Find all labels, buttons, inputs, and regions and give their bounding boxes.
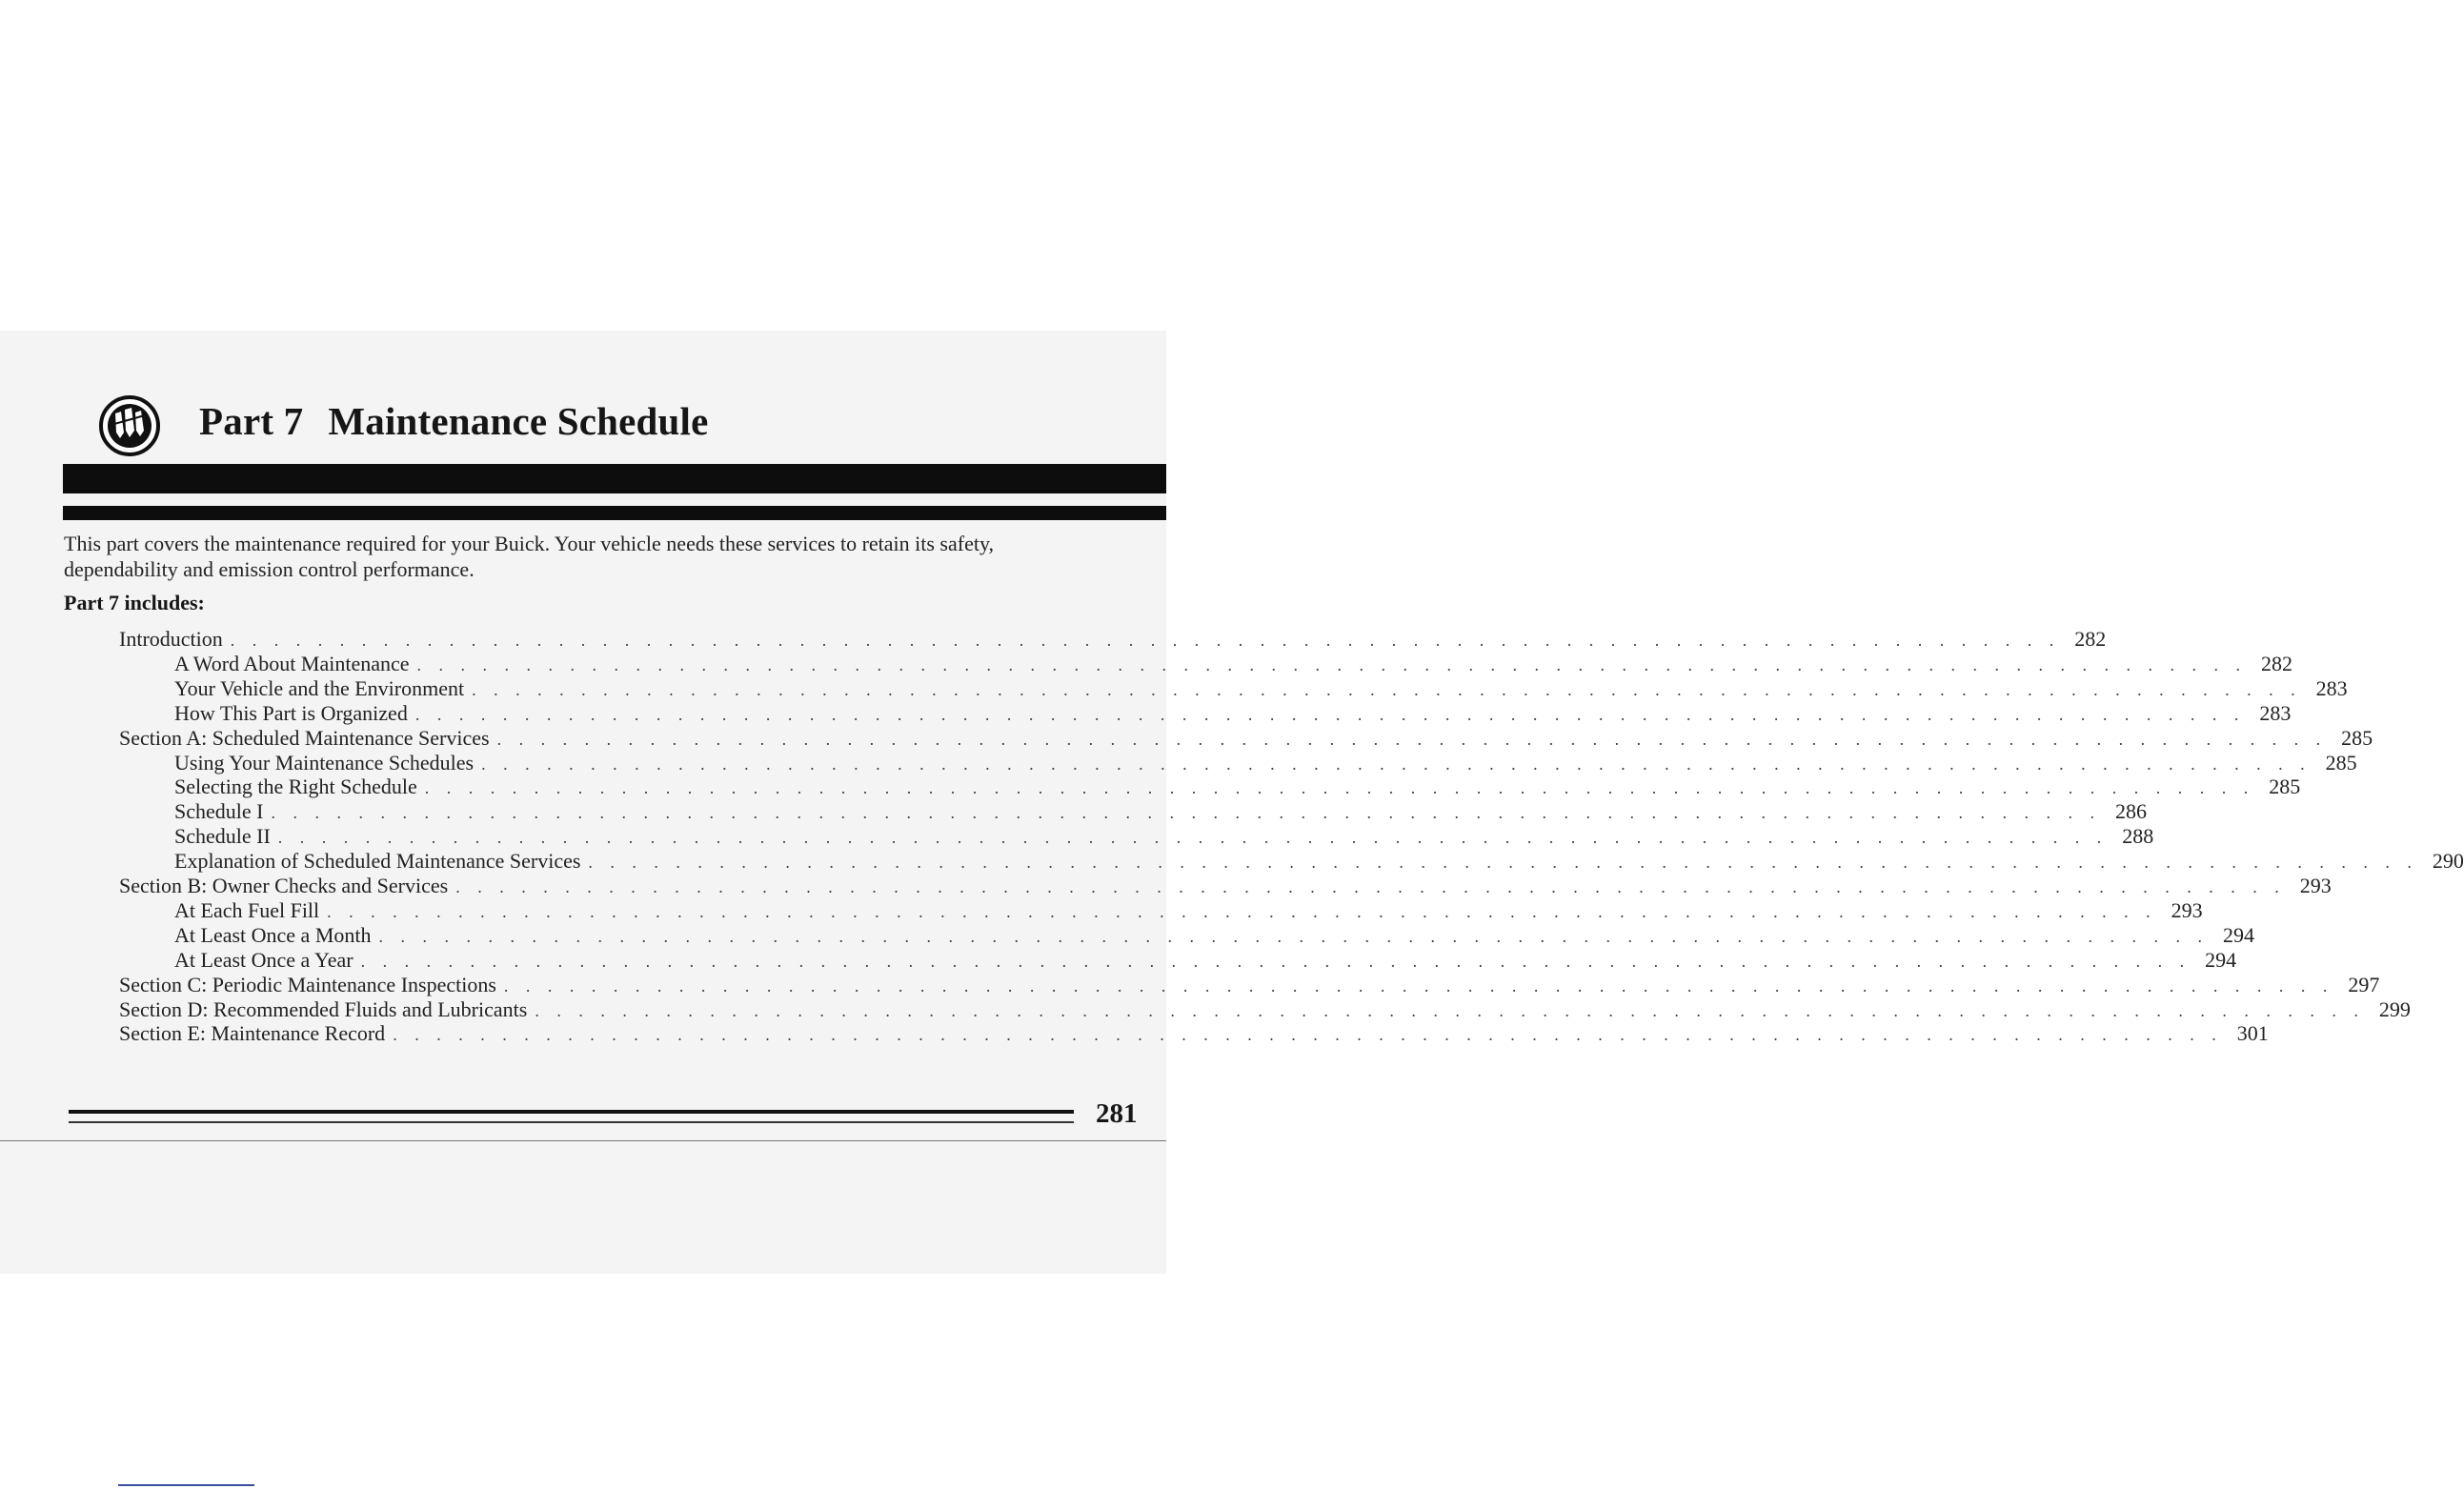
toc-leader-dots: . . . . . . . . . . . . . . . . . . . . . . . . . . . . . . . . . . . . . . . . . . . . . . . . . . . . . . . . . . . . . . . . . . . . . . . . . . . . . . . . . . . . xyxy=(481,754,2312,774)
page-title xyxy=(199,398,709,444)
toc-entry-page: 297 xyxy=(2348,972,2380,996)
toc-leader-dots: . . . . . . . . . . . . . . . . . . . . . . . . . . . . . . . . . . . . . . . . . . . . . . . . . . . . . . . . . . . . . . . . . . . . . . . . . . . . . . . . . . . . xyxy=(424,778,2255,798)
toc-entry xyxy=(119,1021,2269,1046)
toc-entry-page: 282 xyxy=(2074,627,2107,651)
header-bar-thin xyxy=(63,506,1166,520)
toc-entry xyxy=(174,750,2357,775)
toc-entry-label: At Least Once a Year xyxy=(174,947,353,972)
toc-entry-label: Selecting the Right Schedule xyxy=(174,775,417,799)
toc-entry-label: At Least Once a Month xyxy=(174,922,372,947)
toc-entry-label: Using Your Maintenance Schedules xyxy=(174,750,475,775)
toc-entry-label: A Word About Maintenance xyxy=(174,651,410,675)
toc-entry xyxy=(119,996,2411,1022)
toc-leader-dots: . . . . . . . . . . . . . . . . . . . . . . . . . . . . . . . . . . . . . . . . . . . . . . . . . . . . . . . . . . . . . . . . . . . . . . . . . . . . . . . . . . . . xyxy=(414,704,2246,724)
includes-heading: Part 7 includes: xyxy=(64,591,205,614)
toc-entry xyxy=(119,627,2107,652)
toc-leader-dots: . . . . . . . . . . . . . . . . . . . . . . . . . . . . . . . . . . . . . . . . . . . . . . . . . . . . . . . . . . . . . . . . . . . . . . . . . . . . . . . . . . . . xyxy=(378,926,2209,946)
toc-entry-label: Section D: Recommended Fluids and Lubricants xyxy=(119,996,528,1021)
toc-entry-page: 293 xyxy=(2171,897,2203,922)
toc-entry-page: 285 xyxy=(2341,725,2373,750)
toc-entry xyxy=(174,700,2292,726)
toc-entry-label: Section C: Periodic Maintenance Inspections xyxy=(119,972,496,996)
footer-rule-thin xyxy=(69,1121,1074,1123)
toc-leader-dots: . . . . . . . . . . . . . . . . . . . . . . . . . . . . . . . . . . . . . . . . . . . . . . . . . . . . . . . . . . . . . . . . . . . . . . . . . . . . . . . . . . . . xyxy=(360,951,2191,971)
toc-leader-dots: . . . . . . . . . . . . . . . . . . . . . . . . . . . . . . . . . . . . . . . . . . . . . . . . . . . . . . . . . . . . . . . . . . . . . . . . . . . . . . . . . . . . xyxy=(496,729,2328,749)
toc-entry xyxy=(174,799,2147,824)
toc-entry-label: Schedule I xyxy=(174,799,264,824)
header-bar xyxy=(63,464,1166,493)
bottom-mark xyxy=(118,1484,254,1486)
toc-leader-dots: . . . . . . . . . . . . . . . . . . . . . . . . . . . . . . . . . . . . . . . . . . . . . . . . . . . . . . . . . . . . . . . . . . . . . . . . . . . . . . . . . . . . xyxy=(393,1025,2223,1045)
toc-entry-page: 282 xyxy=(2261,651,2293,675)
part-label: Part 7 xyxy=(199,399,304,443)
title-text: Maintenance Schedule xyxy=(328,399,709,443)
toc-entry xyxy=(174,775,2301,799)
toc-leader-dots: . . . . . . . . . . . . . . . . . . . . . . . . . . . . . . . . . . . . . . . . . . . . . . . . . . . . . . . . . . . . . . . . . . . . . . . . . . . . . . . . . . . . xyxy=(503,976,2334,996)
toc-entry-label: How This Part is Organized xyxy=(174,700,408,725)
toc-entry xyxy=(174,947,2237,973)
toc-entry xyxy=(119,874,2332,898)
toc-entry-page: 285 xyxy=(2325,750,2357,775)
intro-paragraph: This part covers the maintenance required for your Buick. Your vehicle needs these services to retain its safety, dependability and emission control performance. xyxy=(64,532,995,581)
toc-entry-page: 293 xyxy=(2299,874,2332,897)
toc-leader-dots: . . . . . . . . . . . . . . . . . . . . . . . . . . . . . . . . . . . . . . . . . . . . . . . . . . . . . . . . . . . . . . . . . . . . . . . . . . . . . . . . . . . . xyxy=(230,631,2061,650)
toc-entry-label: Introduction xyxy=(119,627,223,651)
toc-entry-label: Section B: Owner Checks and Services xyxy=(119,874,449,897)
toc-entry-page: 299 xyxy=(2378,996,2411,1021)
toc-entry-page: 290 xyxy=(2432,849,2464,874)
toc-entry xyxy=(174,651,2293,676)
toc-entry-label: Explanation of Scheduled Maintenance Services xyxy=(174,849,581,874)
toc-entry xyxy=(174,897,2203,923)
toc-entry xyxy=(174,849,2464,874)
toc-entry-page: 301 xyxy=(2236,1021,2269,1046)
toc-entry-page: 294 xyxy=(2205,947,2237,972)
toc-entry-page: 283 xyxy=(2259,700,2292,725)
page-number: 281 xyxy=(1096,1098,1138,1129)
toc-entry xyxy=(174,824,2154,849)
toc-entry xyxy=(119,725,2373,751)
toc-leader-dots: . . . . . . . . . . . . . . . . . . . . . . . . . . . . . . . . . . . . . . . . . . . . . . . . . . . . . . . . . . . . . . . . . . . . . . . . . . . . . . . . . . . . xyxy=(472,679,2302,699)
toc-entry xyxy=(174,675,2348,701)
toc-leader-dots: . . . . . . . . . . . . . . . . . . . . . . . . . . . . . . . . . . . . . . . . . . . . . . . . . . . . . . . . . . . . . . . . . . . . . . . . . . . . . . . . . . . . xyxy=(455,877,2286,896)
toc-leader-dots: . . . . . . . . . . . . . . . . . . . . . . . . . . . . . . . . . . . . . . . . . . . . . . . . . . . . . . . . . . . . . . . . . . . . . . . . . . . . . . . . . . . . xyxy=(271,803,2101,823)
toc-entry-label: Schedule II xyxy=(174,824,271,849)
footer-rule xyxy=(69,1110,1074,1114)
toc-entry-page: 288 xyxy=(2122,824,2154,849)
toc-entry-label: At Each Fuel Fill xyxy=(174,897,320,922)
toc-entry xyxy=(174,922,2254,948)
toc-entry-label: Your Vehicle and the Environment xyxy=(174,675,465,700)
toc-entry-page: 294 xyxy=(2223,922,2254,947)
page-edge-line xyxy=(0,1140,1166,1141)
toc-entry-label: Section A: Scheduled Maintenance Services xyxy=(119,725,490,750)
toc-entry-page: 286 xyxy=(2114,799,2147,824)
buick-logo-icon xyxy=(98,394,161,457)
toc-leader-dots: . . . . . . . . . . . . . . . . . . . . . . . . . . . . . . . . . . . . . . . . . . . . . . . . . . . . . . . . . . . . . . . . . . . . . . . . . . . . . . . . . . . . xyxy=(535,1000,2365,1020)
toc-leader-dots: . . . . . . . . . . . . . . . . . . . . . . . . . . . . . . . . . . . . . . . . . . . . . . . . . . . . . . . . . . . . . . . . . . . . . . . . . . . . . . . . . . . . xyxy=(416,654,2248,674)
toc-entry-page: 283 xyxy=(2315,675,2348,700)
toc-leader-dots: . . . . . . . . . . . . . . . . . . . . . . . . . . . . . . . . . . . . . . . . . . . . . . . . . . . . . . . . . . . . . . . . . . . . . . . . . . . . . . . . . . . . xyxy=(327,901,2157,921)
toc-entry-page: 285 xyxy=(2269,775,2301,799)
toc-leader-dots: . . . . . . . . . . . . . . . . . . . . . . . . . . . . . . . . . . . . . . . . . . . . . . . . . . . . . . . . . . . . . . . . . . . . . . . . . . . . . . . . . . . . xyxy=(588,853,2418,873)
toc-leader-dots: . . . . . . . . . . . . . . . . . . . . . . . . . . . . . . . . . . . . . . . . . . . . . . . . . . . . . . . . . . . . . . . . . . . . . . . . . . . . . . . . . . . . xyxy=(277,828,2109,848)
toc-entry-label: Section E: Maintenance Record xyxy=(119,1021,386,1046)
toc-entry xyxy=(119,972,2380,997)
